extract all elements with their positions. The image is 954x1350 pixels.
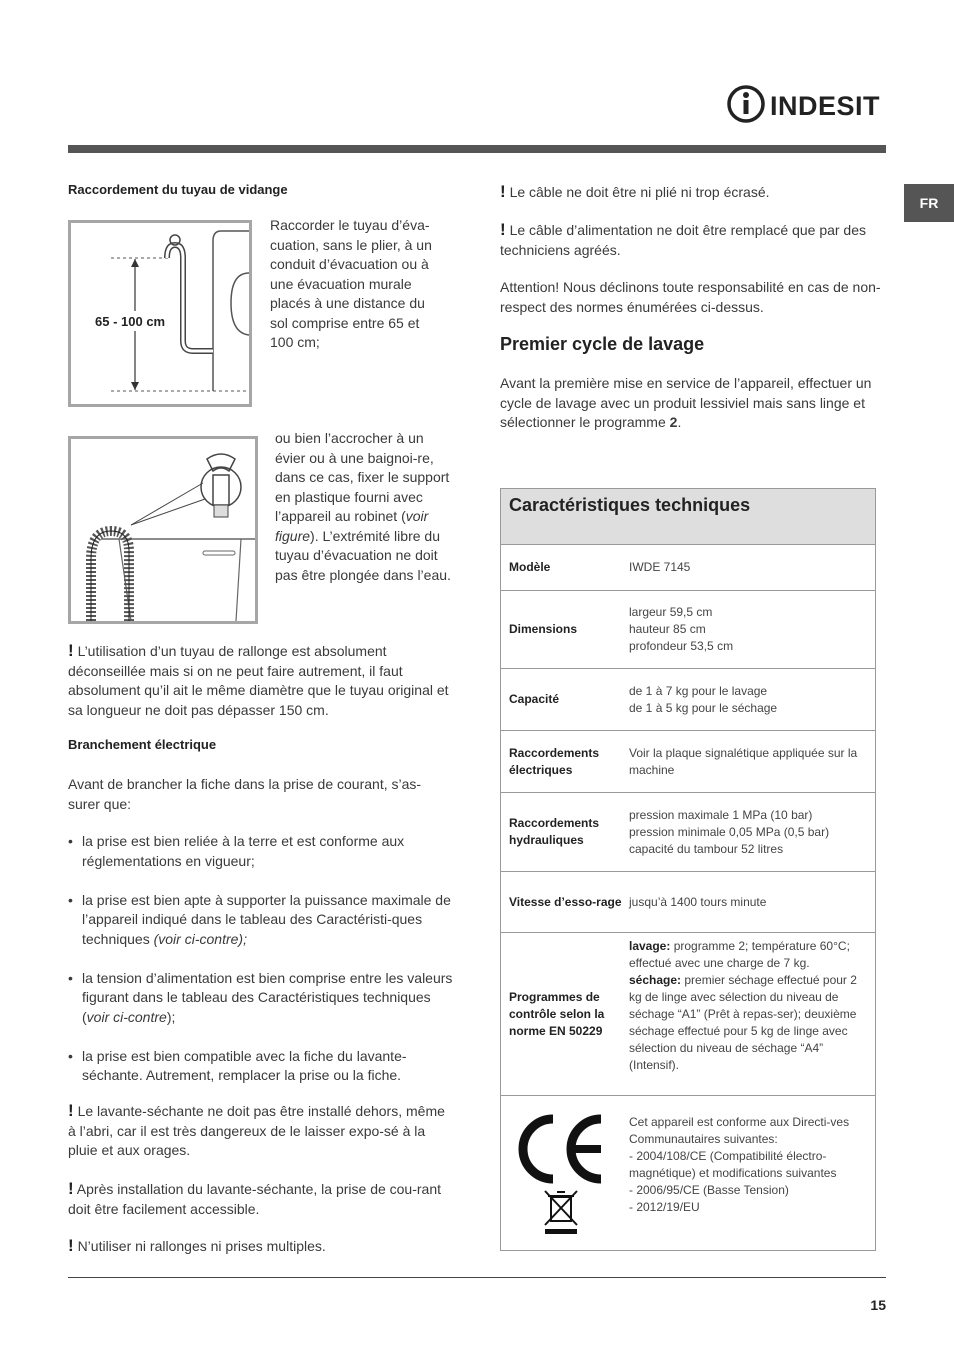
list-item	[68, 1047, 453, 1086]
warning-icon: !	[500, 220, 506, 239]
see-opposite-ref: (voir ci-contre);	[153, 930, 247, 947]
warning-icon: !	[68, 1236, 74, 1255]
extension-hose-warning	[68, 641, 454, 720]
electrical-intro: Avant de brancher la fiche dans la prise de courant, s’as-surer que:	[68, 776, 422, 812]
ce-intro: Cet appareil est conforme aux Directi-ves Communautaires suivantes:	[629, 1115, 850, 1146]
dry-program-text: premier séchage effectué pour 2 kg de linge avec sélection du niveau de séchage “A1” (Prêt à repas-ser); deuxième séchage effectué pour 5 kg de linge avec sélection du niveau de séchage “A4” (Intensif).	[629, 973, 857, 1072]
list-item	[68, 832, 453, 871]
drain-height-figure	[68, 220, 252, 407]
first-wash-body: Avant la première mise en service de l’appareil, effectuer un cycle de lavage avec un produit lessiviel mais sans linge et sélectionner le programme	[500, 375, 872, 430]
electrical-checklist	[68, 832, 453, 1105]
first-wash-text	[500, 374, 886, 433]
header-rule	[68, 145, 886, 153]
technical-specs-table	[500, 488, 876, 1251]
capacity-value	[629, 669, 875, 730]
cable-replace-warning-text: Le câble d’alimentation ne doit être remplacé que par des techniciens agréés.	[500, 222, 867, 258]
specs-title: Caractéristiques techniques	[501, 489, 875, 545]
compliance-text	[629, 1096, 875, 1250]
sink-hook-text-part1: ou bien l’accrocher à un évier ou à une baignoi-re, dans ce cas, fixer le support en plastique fourni avec l’appareil au robinet (	[275, 430, 450, 524]
outdoor-warning-text: Le lavante-séchante ne doit pas être installé dehors, même à l’abri, car il est très dangereux de le laisser expo-sé à la pluie et aux orages.	[68, 1103, 445, 1158]
warning-icon: !	[68, 1179, 74, 1198]
indesit-logo	[726, 84, 888, 124]
bullet-text-end: );	[166, 1008, 176, 1025]
sink-hook-text-part2: ). L’extrémité libre du tuyau d’évacuation ne doit pas être plongée dans l’eau.	[275, 527, 451, 583]
model-label: Modèle	[509, 560, 551, 574]
table-row	[501, 793, 875, 872]
table-row	[501, 545, 875, 591]
bullet-text: la prise est bien reliée à la terre et est conforme aux réglementations en vigueur;	[82, 833, 405, 869]
bullet-text: la prise est bien compatible avec la fiche du lavante-séchante. Autrement, remplacer la prise ou la fiche.	[82, 1047, 407, 1083]
first-wash-heading: Premier cycle de lavage	[500, 334, 705, 354]
warning-icon: !	[68, 1101, 74, 1120]
electrical-label: Raccordements électriques	[509, 745, 600, 777]
outdoor-warning	[68, 1101, 450, 1161]
first-wash-end: .	[677, 414, 682, 430]
drain-wall-text: Raccorder le tuyau d’éva-cuation, sans le plier, à un conduit d’évacuation ou à une évacuation murale placés à une distance du sol comprise entre 65 et 100 cm;	[270, 217, 432, 350]
page-number: 15	[870, 1297, 886, 1313]
list-item	[68, 969, 453, 1028]
see-figure-ref: voir figure	[275, 508, 429, 544]
depth-value: profondeur 53,5 cm	[629, 639, 734, 653]
drain-hose-heading: Raccordement du tuyau de vidange	[68, 182, 288, 197]
access-warning	[68, 1179, 450, 1219]
max-pressure: pression maximale 1 MPa (10 bar)	[629, 807, 813, 822]
multi-plug-warning	[68, 1236, 450, 1257]
cable-replace-warning	[500, 220, 886, 260]
spin-speed-value: jusqu’à 1400 tours minute	[629, 894, 767, 909]
capacity-label: Capacité	[509, 692, 560, 706]
height-range-label: 65 - 100 cm	[95, 314, 166, 329]
brand-wordmark: INDESIT	[770, 91, 881, 121]
width-value: largeur 59,5 cm	[629, 605, 713, 619]
liability-notice: Attention! Nous déclinons toute responsabilité en cas de non-respect des normes énumérées ci-dessus.	[500, 279, 881, 315]
footer-rule	[68, 1277, 886, 1278]
table-row	[501, 933, 875, 1096]
access-warning-text: Après installation du lavante-séchante, la prise de cou-rant doit être facilement accessible.	[68, 1181, 442, 1217]
table-row	[501, 731, 875, 793]
list-item	[68, 891, 453, 950]
table-row	[501, 669, 875, 731]
wash-capacity: de 1 à 7 kg pour le lavage	[629, 683, 768, 698]
language-tab[interactable]: FR	[904, 184, 954, 222]
sink-hook-text	[275, 429, 453, 585]
bullet-text: la prise est bien apte à supporter la puissance maximale de l’appareil indiqué dans le tableau des Caractéristi-ques techniques	[82, 891, 451, 947]
extension-hose-warning-text: L’utilisation d’un tuyau de rallonge est absolument déconseillée mais si on ne peut faire autrement, il faut absolument qu’il ait le même diamètre que le tuyau original et sa longueur ne doit pas dépasser 150 cm.	[68, 643, 449, 718]
table-row	[501, 591, 875, 669]
ce-weee: - 2012/19/EU	[629, 1200, 700, 1214]
cable-bend-warning	[500, 182, 886, 203]
dry-capacity: de 1 à 5 kg pour le séchage	[629, 700, 778, 715]
weee-bin-icon	[543, 1189, 579, 1235]
dimensions-value	[629, 591, 875, 668]
table-row	[501, 1096, 875, 1250]
hydraulic-value	[629, 793, 875, 871]
compliance-marks	[501, 1096, 629, 1250]
ce-low-voltage: - 2006/95/CE (Basse Tension)	[629, 1183, 789, 1197]
wash-program-text: programme 2; température 60°C; effectué avec une charge de 7 kg.	[629, 939, 850, 970]
test-programs-value	[629, 933, 875, 1095]
table-row	[501, 872, 875, 933]
test-programs-label: Programmes de contrôle selon la norme EN 50229	[509, 989, 605, 1038]
warning-icon: !	[68, 641, 74, 660]
ce-mark-icon	[509, 1111, 605, 1187]
bullet-text: la tension d’alimentation est bien comprise entre les valeurs figurant dans le tableau des Caractéristiques techniques (	[82, 969, 453, 1025]
see-opposite-ref: voir ci-contre	[86, 1008, 167, 1025]
hydraulic-label: Raccordements hydrauliques	[509, 816, 600, 847]
ce-emc: - 2004/108/CE (Compatibilité électro-magnétique) et modifications suivantes	[629, 1149, 837, 1180]
dry-program-label: séchage:	[629, 973, 682, 987]
sink-hook-figure	[68, 436, 258, 624]
electrical-heading: Branchement électrique	[68, 737, 217, 752]
warning-icon: !	[500, 182, 506, 201]
model-value: IWDE 7145	[629, 560, 691, 574]
drum-capacity: capacité du tambour 52 litres	[629, 841, 784, 856]
min-pressure: pression minimale 0,05 MPa (0,5 bar)	[629, 824, 830, 839]
height-value: hauteur 85 cm	[629, 622, 706, 636]
program-number: 2	[669, 414, 678, 430]
wash-program-label: lavage:	[629, 939, 671, 953]
spin-speed-label: Vitesse d’esso-rage	[509, 894, 622, 909]
multi-plug-warning-text: N’utiliser ni rallonges ni prises multiples.	[77, 1238, 326, 1254]
electrical-value: Voir la plaque signalétique appliquée sur la machine	[629, 745, 858, 777]
cable-bend-warning-text: Le câble ne doit être ni plié ni trop écrasé.	[509, 184, 770, 200]
dimensions-label: Dimensions	[509, 622, 578, 636]
